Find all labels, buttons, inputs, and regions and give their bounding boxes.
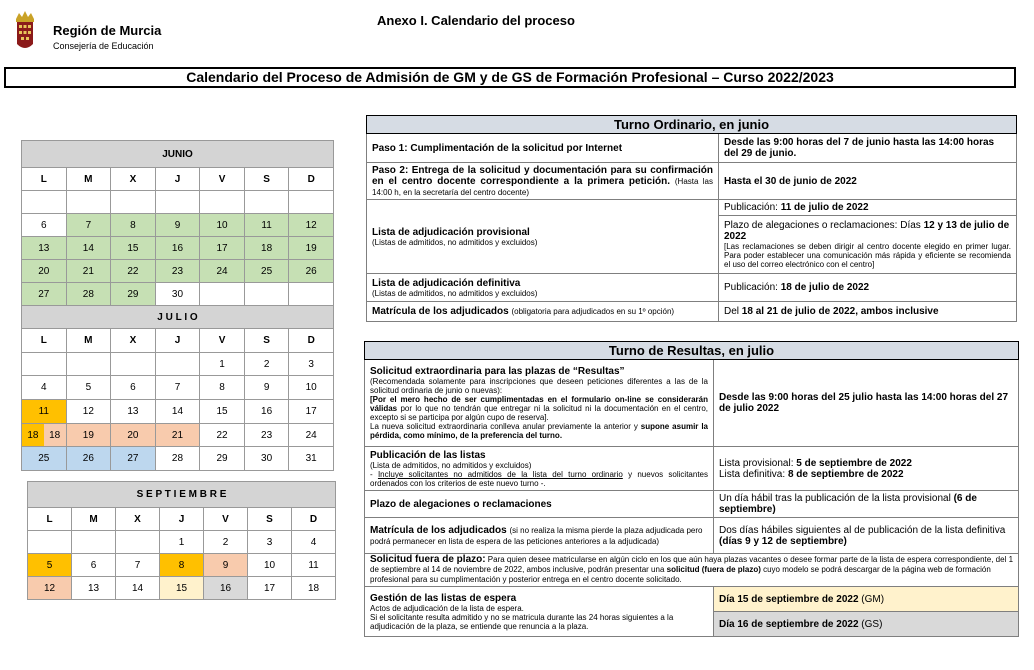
calendar-day (155, 191, 200, 214)
alegaciones-dates: 12 y 13 de julio de 2022 (724, 220, 1010, 242)
calendar-day: 21 (155, 423, 200, 447)
fuera-plazo-t3: cuyo modelo se podrá descargar de la página web de formación profesional para su cumplimentación y posterior entrega en el centro docente solicitado. (370, 565, 991, 584)
calendar-day: 29 (111, 283, 156, 306)
calendar-day: 7 (66, 214, 111, 237)
calendar-day: 25 (244, 260, 289, 283)
weekday-header: D (289, 168, 334, 191)
matricula-ord-note: (obligatoria para adjudicados en su 1º opción) (511, 307, 675, 316)
calendar-day: 17 (289, 400, 334, 424)
calendar-day (22, 423, 67, 447)
calendar-day (155, 352, 200, 376)
extraordinaria-t3b: supone asumir la pérdida, como mínimo, de la preferencia del turno. (370, 422, 709, 440)
calendar-day: 9 (204, 554, 248, 577)
calendar-day: 1 (160, 531, 204, 554)
calendar-day: 13 (72, 577, 116, 600)
weekday-header: D (289, 329, 334, 353)
extraordinaria-label: Solicitud extraordinaria para las plazas de “Resultas” (370, 366, 625, 377)
calendar-day (289, 283, 334, 306)
calendar-day: 13 (22, 237, 67, 260)
calendar-day: 22 (200, 423, 245, 447)
publicacion-sub: (Lista de admitidos, no admitidos y excluidos) (370, 460, 532, 470)
matricula-res-cell (365, 518, 714, 554)
calendar-day: 10 (289, 376, 334, 400)
calendar-day: 28 (155, 447, 200, 471)
calendar-day: 7 (116, 554, 160, 577)
lista-provisional-date: 5 de septiembre de 2022 (796, 457, 912, 469)
publicacion-cell (365, 447, 714, 491)
calendar-day: 13 (111, 400, 156, 424)
calendar-day: 19 (66, 423, 111, 447)
matricula-ord-dates: 18 al 21 de julio de 2022, ambos inclusive (741, 306, 939, 317)
calendar-day: 30 (155, 283, 200, 306)
weekday-header: X (116, 508, 160, 531)
calendar-day: 15 (111, 237, 156, 260)
calendar-day: 28 (66, 283, 111, 306)
extraordinaria-t2a: [Por el mero hecho de ser cumplimentadas en el formulario on-line se considerarán válidas (370, 395, 708, 413)
alegaciones-res-prefix: Un día hábil tras la publicación de la lista provisional (719, 493, 954, 504)
weekday-header: V (204, 508, 248, 531)
calendar-day: 20 (22, 260, 67, 283)
publicacion-t1a: - (370, 469, 378, 479)
calendar-day (244, 191, 289, 214)
provisional-label: Lista de adjudicación provisional (372, 226, 530, 238)
turno-resultas-header: Turno de Resultas, en julio (365, 342, 1019, 360)
calendar-day: 14 (155, 400, 200, 424)
matricula-res-value (714, 518, 1019, 554)
matricula-res-dates: (días 9 y 12 de septiembre) (719, 535, 847, 547)
fuera-plazo-t2: solicitud (fuera de plazo) (666, 565, 761, 574)
calendar-day: 16 (204, 577, 248, 600)
calendar-day: 17 (248, 577, 292, 600)
definitiva-value (719, 274, 1017, 302)
paso-2-note: (Hasta las 14:00 h, en la secretaría del centro docente) (372, 176, 714, 197)
definitiva-pub-date: 18 de julio de 2022 (780, 282, 870, 293)
month-name-septiembre: S E P T I E M B R E (28, 482, 336, 508)
extraordinaria-t2 (370, 395, 708, 422)
split-day (22, 424, 66, 447)
weekday-header: S (248, 508, 292, 531)
weekday-header: S (244, 168, 289, 191)
weekday-header: J (155, 168, 200, 191)
provisional-sub: (Listas de admitidos, no admitidos y excluidos) (372, 237, 538, 247)
calendar-day: 6 (22, 214, 67, 237)
calendar-day: 8 (111, 214, 156, 237)
calendar-day: 16 (155, 237, 200, 260)
weekday-header: S (244, 329, 289, 353)
calendar-day (111, 352, 156, 376)
weekday-header: L (28, 508, 72, 531)
calendar-day: 2 (204, 531, 248, 554)
definitiva-label: Lista de adjudicación definitiva (372, 277, 521, 289)
lista-definitiva-date: 8 de septiembre de 2022 (787, 468, 904, 480)
weekday-header: D (292, 508, 336, 531)
calendar-day: 10 (200, 214, 245, 237)
alegaciones-res-value (714, 491, 1019, 518)
calendar-day: 9 (244, 376, 289, 400)
region-murcia-logo-icon (12, 10, 38, 54)
calendar-day: 6 (72, 554, 116, 577)
definitiva-cell (367, 274, 719, 302)
weekday-header: X (111, 168, 156, 191)
calendar-day: 24 (289, 423, 334, 447)
calendar-day: 12 (28, 577, 72, 600)
alegaciones-res-date: (6 de septiembre) (719, 493, 977, 515)
calendar-day: 25 (22, 447, 67, 471)
calendar-day: 23 (244, 423, 289, 447)
calendar-day: 5 (28, 554, 72, 577)
org-name: Región de Murcia (53, 23, 162, 38)
calendar-day: 2 (244, 352, 289, 376)
calendar-day: 5 (66, 376, 111, 400)
weekday-header: L (22, 168, 67, 191)
espera-gm-date: Día 15 de septiembre de 2022 (719, 593, 859, 605)
paso-2-value: Hasta el 30 de junio de 2022 (719, 163, 1017, 200)
paso-1-value: Desde las 9:00 horas del 7 de junio hasta las 14:00 horas del 29 de junio. (719, 134, 1017, 163)
matricula-ord-value (719, 302, 1017, 322)
provisional-alegaciones (719, 216, 1017, 274)
calendar-day (111, 191, 156, 214)
turno-ordinario-header: Turno Ordinario, en junio (367, 116, 1017, 134)
calendar-day: 26 (66, 447, 111, 471)
calendar-day: 22 (111, 260, 156, 283)
weekday-header: J (155, 329, 200, 353)
turno-ordinario-table (366, 115, 1017, 322)
calendar-day: 11 (22, 400, 67, 424)
publicacion-t1b: Incluye solicitantes no admitidos de la lista del turno ordinario (377, 469, 623, 479)
matricula-res-note: (si no realiza la misma pierde la plaza adjudicada pero podrá permanecer en lista de espera de las peticiones anteriores a la adjudicada) (370, 525, 703, 546)
calendar-day: 18 (292, 577, 336, 600)
weekday-header: J (160, 508, 204, 531)
espera-gs-date: Día 16 de septiembre de 2022 (719, 618, 859, 630)
fuera-plazo-cell (365, 554, 1019, 587)
calendar-day: 30 (244, 447, 289, 471)
matricula-ord-prefix: Del (724, 306, 742, 317)
weekday-header: V (200, 329, 245, 353)
calendar-day (22, 191, 67, 214)
calendar-day: 16 (244, 400, 289, 424)
matricula-ord-cell (367, 302, 719, 322)
calendar-day: 9 (155, 214, 200, 237)
matricula-res-prefix: Dos días hábiles siguientes al de publicación de la lista definitiva (719, 524, 1006, 536)
fuera-plazo-label: Solicitud fuera de plazo: (370, 554, 486, 565)
calendar-day: 12 (66, 400, 111, 424)
calendar-junio-julio (21, 140, 334, 471)
extraordinaria-value: Desde las 9:00 horas del 25 julio hasta las 14:00 horas del 27 de julio 2022 (714, 360, 1019, 447)
calendar-day: 4 (292, 531, 336, 554)
extraordinaria-t2b: por lo que no tendrán que entregar ni la solicitud ni la documentación en el centro, excepto si se participa por algún cupo de reserva]. (370, 404, 708, 422)
provisional-pub-date: 11 de julio de 2022 (780, 202, 869, 213)
alegaciones-note: [Las reclamaciones se deben dirigir al centro docente elegido en primer lugar. Para poder establecer una comunicación más rápida y eficiente se recomienda el uso del correo electrónico con el centro] (724, 242, 1011, 269)
calendar-day: 8 (200, 376, 245, 400)
calendar-day (200, 283, 245, 306)
calendar-day: 24 (200, 260, 245, 283)
espera-gs-suffix: (GS) (858, 618, 883, 630)
paso-2-label: Paso 2: Entrega de la solicitud y documentación para su confirmación en el centro docente correspondiente a la primera petición. (372, 164, 713, 187)
weekday-header: V (200, 168, 245, 191)
calendar-day (22, 352, 67, 376)
extraordinaria-t1: (Recomendada solamente para inscripciones que deseen peticiones diferentes a las de la solicitud ordinaria de junio o nuevas): (370, 377, 708, 395)
calendar-day: 10 (248, 554, 292, 577)
calendar-day: 26 (289, 260, 334, 283)
calendar-day: 7 (155, 376, 200, 400)
calendar-day (72, 531, 116, 554)
calendar-day: 11 (244, 214, 289, 237)
definitiva-sub: (Listas de admitidos, no admitidos y excluidos) (372, 288, 538, 298)
provisional-cell (367, 200, 719, 274)
publicacion-value (714, 447, 1019, 491)
publicacion-t1 (370, 470, 708, 488)
calendar-day: 15 (200, 400, 245, 424)
calendar-day (200, 191, 245, 214)
turno-resultas-table (364, 341, 1019, 637)
calendar-day: 27 (22, 283, 67, 306)
calendar-day: 11 (292, 554, 336, 577)
calendar-day: 8 (160, 554, 204, 577)
calendar-day: 12 (289, 214, 334, 237)
calendar-day: 29 (200, 447, 245, 471)
calendar-day: 6 (111, 376, 156, 400)
calendar-septiembre (27, 481, 336, 600)
fuera-plazo-t1: Para quien desee matricularse en algún ciclo en los que aún haya plazas vacantes o desee formar parte de la lista de espera correspondiente, del 1 de septiembre al 14 de noviembre de 2022, ambos inclusive, podrán presentar una (370, 555, 1014, 574)
espera-t1: Actos de adjudicación de la lista de espera. (370, 603, 524, 613)
paso-1-label: Paso 1: Cumplimentación de la solicitud por Internet (367, 134, 719, 163)
matricula-res-label: Matrícula de los adjudicados (370, 524, 507, 536)
month-name-julio: J U L I O (22, 306, 334, 329)
calendar-day: 14 (116, 577, 160, 600)
weekday-header: X (111, 329, 156, 353)
day-half-b: 18 (44, 424, 66, 447)
month-name-junio: JUNIO (22, 141, 334, 168)
weekday-header: L (22, 329, 67, 353)
calendar-day (244, 283, 289, 306)
annex-title: Anexo I. Calendario del proceso (377, 13, 575, 28)
lista-definitiva-prefix: Lista definitiva: (719, 468, 788, 480)
calendar-day (116, 531, 160, 554)
calendar-day: 20 (111, 423, 156, 447)
espera-gm-suffix: (GM) (858, 593, 885, 605)
provisional-pub-prefix: Publicación: (724, 202, 781, 213)
extraordinaria-t3a: La nueva solicitud extraordinaria conlleva anular previamente la anterior y (370, 422, 641, 431)
weekday-header: M (72, 508, 116, 531)
calendar-day: 21 (66, 260, 111, 283)
day-half-a: 18 (22, 424, 44, 447)
espera-gs (714, 612, 1019, 637)
calendar-day (66, 352, 111, 376)
extraordinaria-t3 (370, 422, 708, 440)
calendar-day: 27 (111, 447, 156, 471)
definitiva-pub-prefix: Publicación: (724, 282, 781, 293)
calendar-day (66, 191, 111, 214)
calendar-day: 1 (200, 352, 245, 376)
calendar-day: 31 (289, 447, 334, 471)
calendar-day: 3 (248, 531, 292, 554)
calendar-day: 4 (22, 376, 67, 400)
espera-label: Gestión de las listas de espera (370, 592, 517, 604)
lista-provisional-prefix: Lista provisional: (719, 457, 797, 469)
calendar-day: 15 (160, 577, 204, 600)
calendar-day: 17 (200, 237, 245, 260)
provisional-pub (719, 200, 1017, 216)
calendar-day: 19 (289, 237, 334, 260)
calendar-day (28, 531, 72, 554)
dept-name: Consejería de Educación (53, 41, 154, 51)
lista-provisional (719, 458, 1013, 469)
calendar-day: 23 (155, 260, 200, 283)
calendar-day (289, 191, 334, 214)
calendar-day: 14 (66, 237, 111, 260)
lista-definitiva (719, 469, 1013, 480)
espera-gm (714, 587, 1019, 612)
weekday-header: M (66, 329, 111, 353)
alegaciones-prefix: Plazo de alegaciones o reclamaciones: Días (724, 220, 924, 231)
paso-2-cell (367, 163, 719, 200)
publicacion-label: Publicación de las listas (370, 449, 486, 461)
weekday-header: M (66, 168, 111, 191)
alegaciones-res-label: Plazo de alegaciones o reclamaciones (365, 491, 714, 518)
espera-cell (365, 587, 714, 637)
matricula-ord-label: Matrícula de los adjudicados (372, 306, 509, 317)
page-title: Calendario del Proceso de Admisión de GM y de GS de Formación Profesional – Curso 2022/2023 (4, 67, 1016, 88)
espera-t2: Si el solicitante resulta admitido y no se matricula durante las 24 horas siguientes a la adjudicación de la plaza, se entiende que renuncia a la plaza. (370, 612, 674, 631)
publicacion-t1c: y nuevos solicitantes ordenados con los criterios de este nuevo turno -. (370, 469, 708, 488)
calendar-day: 3 (289, 352, 334, 376)
calendar-day: 18 (244, 237, 289, 260)
extraordinaria-cell (365, 360, 714, 447)
